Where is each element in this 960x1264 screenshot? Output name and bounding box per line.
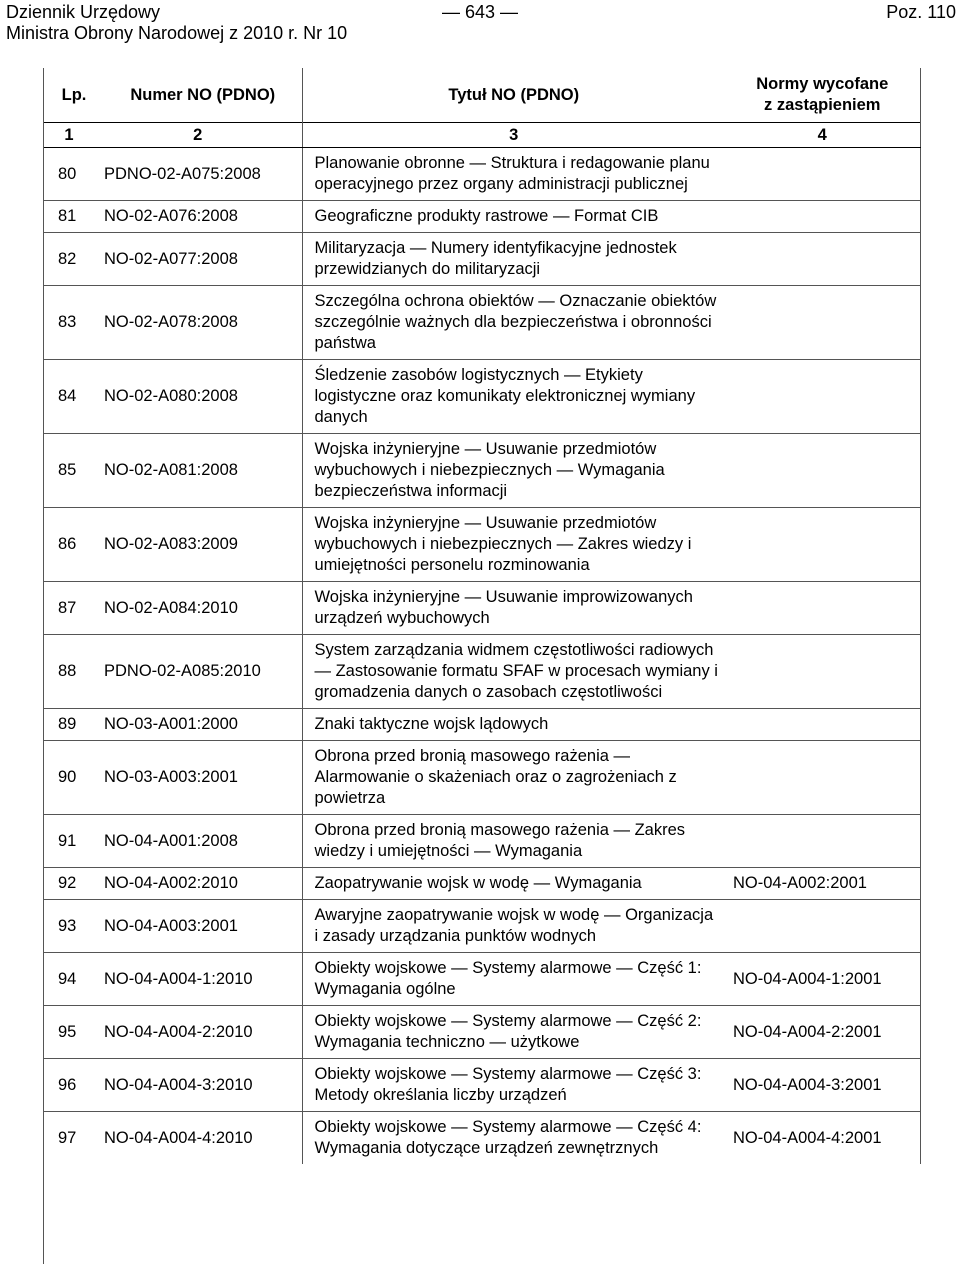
row-number: NO-02-A080:2008 — [104, 387, 238, 405]
row-number: NO-04-A004-2:2010 — [104, 1022, 253, 1041]
row-title: Geograficzne produkty rastrowe — Format CIB — [314, 207, 659, 225]
header-title: Tytuł NO (PDNO) — [448, 85, 580, 104]
table-row — [44, 508, 920, 582]
table-row — [44, 434, 920, 508]
row-title: Obiekty wojskowe — Systemy alarmowe — Część 3: Metody określania liczby urządzeń — [314, 1065, 702, 1104]
row-lp: 97 — [58, 1128, 77, 1147]
header-replaced-line1: Normy wycofane — [756, 75, 889, 93]
row-number: NO-02-A081:2008 — [104, 461, 238, 479]
row-number: NO-02-A077:2008 — [104, 249, 238, 268]
number-cell — [44, 900, 302, 953]
table-row — [44, 815, 920, 868]
col-num-1: 1 — [64, 125, 74, 144]
row-replaced — [725, 709, 920, 741]
row-number: PDNO-02-A075:2008 — [104, 164, 261, 183]
row-lp: 95 — [58, 1022, 77, 1041]
number-cell — [44, 148, 302, 201]
col-num-3: 3 — [302, 123, 725, 148]
row-number: NO-04-A004-3:2010 — [104, 1075, 253, 1094]
table-row — [44, 1059, 920, 1112]
table-row — [44, 741, 920, 815]
row-lp: 88 — [58, 662, 77, 680]
row-lp: 82 — [58, 249, 77, 268]
row-lp: 92 — [58, 874, 77, 892]
row-number: NO-04-A002:2010 — [104, 874, 238, 892]
header-replaced-line2: z zastąpieniem — [764, 96, 881, 114]
row-replaced: NO-04-A002:2001 — [725, 868, 920, 900]
row-title: Obrona przed bronią masowego rażenia — Alarmowanie o skażeniach oraz o zagrożeniach z powietrza — [314, 747, 677, 807]
row-replaced — [725, 148, 920, 201]
row-title: Wojska inżynieryjne — Usuwanie przedmiotów wybuchowych i niebezpiecznych — Wymagania bezpieczeństwa informacji — [314, 440, 665, 500]
row-replaced — [725, 815, 920, 868]
table-header-row — [44, 68, 920, 123]
table-row — [44, 1112, 920, 1164]
row-replaced — [725, 582, 920, 635]
row-lp: 86 — [58, 535, 77, 553]
table-row — [44, 233, 920, 286]
row-title: Wojska inżynieryjne — Usuwanie przedmiotów wybuchowych i niebezpiecznych — Zakres wiedzy i umiejętności personelu rozminowania — [314, 514, 692, 574]
row-title: Obrona przed bronią masowego rażenia — Zakres wiedzy i umiejętności — Wymagania — [314, 821, 686, 860]
table-row — [44, 635, 920, 709]
row-replaced — [725, 900, 920, 953]
row-replaced — [725, 201, 920, 233]
ministry-subtitle: Ministra Obrony Narodowej z 2010 r. Nr 10 — [6, 23, 348, 43]
row-title: Obiekty wojskowe — Systemy alarmowe — Część 2: Wymagania techniczno — użytkowe — [314, 1012, 702, 1051]
number-cell — [44, 201, 302, 233]
row-lp: 93 — [58, 916, 77, 935]
number-cell — [44, 868, 302, 900]
row-lp: 80 — [58, 164, 77, 183]
table-row — [44, 201, 920, 233]
row-title: Szczególna ochrona obiektów — Oznaczanie obiektów szczególnie ważnych dla bezpieczeństwa i obronności państwa — [314, 292, 717, 352]
row-lp: 89 — [58, 715, 77, 733]
number-cell — [44, 360, 302, 434]
table-row — [44, 709, 920, 741]
row-number: NO-04-A004-1:2010 — [104, 969, 253, 988]
number-cell — [44, 1059, 302, 1112]
row-title: Śledzenie zasobów logistycznych — Etykiety logistyczne oraz komunikaty elektronicznej wymiany danych — [314, 366, 696, 426]
row-title: Obiekty wojskowe — Systemy alarmowe — Część 4: Wymagania dotyczące urządzeń zewnętrznych — [314, 1118, 702, 1157]
journal-title: Dziennik Urzędowy — [6, 2, 161, 22]
row-replaced: NO-04-A004-3:2001 — [725, 1059, 920, 1112]
number-cell — [44, 434, 302, 508]
number-cell — [44, 741, 302, 815]
row-lp: 81 — [58, 207, 77, 225]
row-title: Awaryjne zaopatrywanie wojsk w wodę — Organizacja i zasady urządzania punktów wodnych — [314, 906, 714, 945]
table-row — [44, 286, 920, 360]
standards-table — [44, 68, 921, 1164]
row-replaced — [725, 233, 920, 286]
row-title: Obiekty wojskowe — Systemy alarmowe — Część 1: Wymagania ogólne — [314, 959, 702, 998]
col-num-left — [44, 123, 302, 148]
number-cell — [44, 582, 302, 635]
row-title: Zaopatrywanie wojsk w wodę — Wymagania — [314, 874, 642, 892]
row-lp: 96 — [58, 1075, 77, 1094]
row-replaced — [725, 508, 920, 582]
row-title: Wojska inżynieryjne — Usuwanie improwizowanych urządzeń wybuchowych — [314, 588, 693, 627]
number-cell — [44, 815, 302, 868]
row-replaced — [725, 286, 920, 360]
row-lp: 83 — [58, 313, 77, 331]
row-number: NO-02-A084:2010 — [104, 598, 238, 617]
number-cell — [44, 233, 302, 286]
number-cell — [44, 635, 302, 709]
row-lp: 94 — [58, 969, 77, 988]
table-row — [44, 582, 920, 635]
row-lp: 90 — [58, 768, 77, 786]
row-number: NO-04-A004-4:2010 — [104, 1128, 253, 1147]
row-number: PDNO-02-A085:2010 — [104, 662, 261, 680]
row-replaced: NO-04-A004-1:2001 — [725, 953, 920, 1006]
table-row — [44, 148, 920, 201]
row-lp: 84 — [58, 387, 77, 405]
header-lp-number-cell — [44, 68, 302, 123]
row-replaced — [725, 360, 920, 434]
number-cell — [44, 953, 302, 1006]
row-title: System zarządzania widmem częstotliwości radiowych — Zastosowanie formatu SFAF w procesach wymiany i gromadzenia danych o zasobach częstotliwości — [314, 641, 718, 701]
row-number: NO-02-A076:2008 — [104, 207, 238, 225]
table-row — [44, 868, 920, 900]
number-cell — [44, 508, 302, 582]
row-lp: 87 — [58, 598, 77, 617]
row-lp: 85 — [58, 461, 77, 479]
number-cell — [44, 709, 302, 741]
header-lp: Lp. — [61, 85, 87, 104]
row-title: Znaki taktyczne wojsk lądowych — [314, 715, 549, 733]
row-number: NO-04-A003:2001 — [104, 916, 238, 935]
table-row — [44, 1006, 920, 1059]
row-replaced — [725, 741, 920, 815]
number-cell — [44, 286, 302, 360]
header-replaced — [725, 68, 920, 123]
col-num-4: 4 — [725, 123, 920, 148]
position-number: Poz. 110 — [886, 2, 956, 22]
page-number: — 643 — — [441, 2, 519, 22]
row-title: Militaryzacja — Numery identyfikacyjne jednostek przewidzianych do militaryzacji — [314, 239, 677, 278]
column-number-row — [44, 123, 920, 148]
row-number: NO-03-A003:2001 — [104, 768, 238, 786]
table-row — [44, 360, 920, 434]
table-row — [44, 900, 920, 953]
table-left-border — [43, 68, 44, 1264]
table-row — [44, 953, 920, 1006]
col-num-2: 2 — [193, 125, 203, 144]
row-replaced: NO-04-A004-4:2001 — [725, 1112, 920, 1164]
row-number: NO-04-A001:2008 — [104, 831, 238, 850]
row-number: NO-03-A001:2000 — [104, 715, 238, 733]
row-replaced: NO-04-A004-2:2001 — [725, 1006, 920, 1059]
row-title: Planowanie obronne — Struktura i redagowanie planu operacyjnego przez organy administracji publicznej — [314, 154, 710, 193]
row-replaced — [725, 635, 920, 709]
table-body — [44, 148, 920, 1165]
number-cell — [44, 1006, 302, 1059]
row-lp: 91 — [58, 831, 77, 850]
row-number: NO-02-A078:2008 — [104, 313, 238, 331]
row-number: NO-02-A083:2009 — [104, 535, 238, 553]
header-number: Numer NO (PDNO) — [130, 85, 276, 104]
number-cell — [44, 1112, 302, 1164]
row-replaced — [725, 434, 920, 508]
